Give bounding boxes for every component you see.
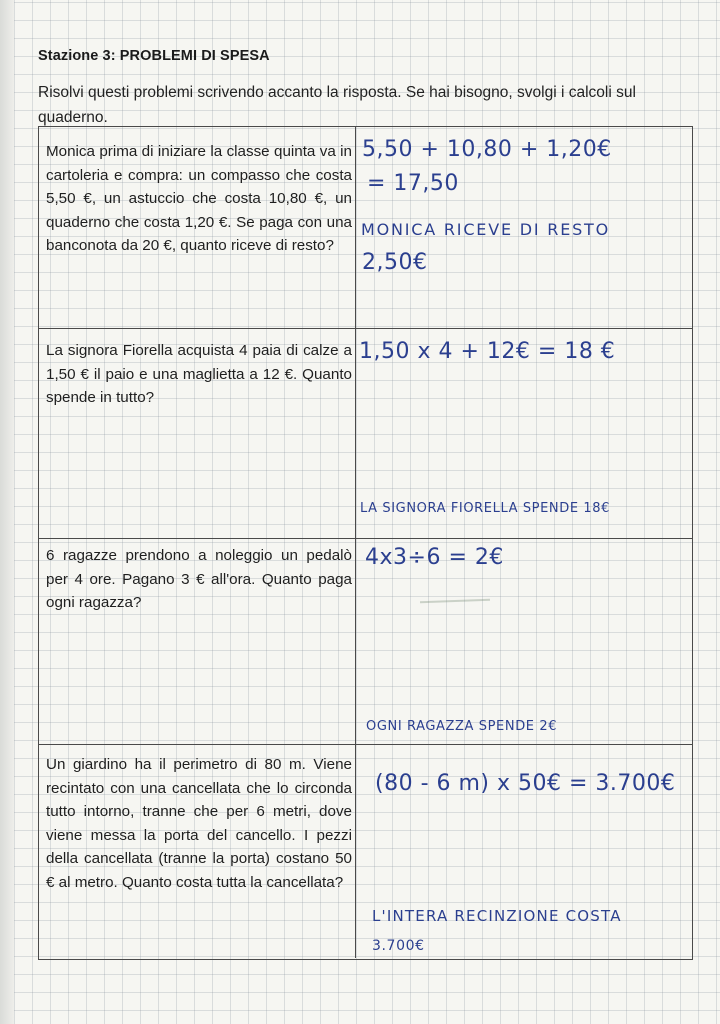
problem-text-2: La signora Fiorella acquista 4 paia di calze a 1,50 € il paio e una maglietta a 12 €. Quanto spende in tutto? bbox=[46, 342, 352, 406]
column-divider bbox=[355, 539, 356, 744]
answer-sentence-2: LA SIGNORA FIORELLA SPENDE 18€ bbox=[360, 501, 611, 516]
answer-calc-1: 5,50 + 10,80 + 1,20€ bbox=[362, 137, 612, 162]
problem-text-4: Un giardino ha il perimetro di 80 m. Viene recintato con una cancellata che lo circonda tutto intorno, tranne che per 6 metri, dove viene messa la porta del cancello. I pezzi della cancellata (tranne la porta) costano 50 € al metro. Quanto costa tutta la cancellata? bbox=[46, 756, 352, 891]
answer-sentence-4: L'INTERA RECINZIONE COSTA bbox=[372, 907, 622, 925]
answer-value-4: 3.700€ bbox=[372, 938, 425, 954]
problem-text-1: Monica prima di iniziare la classe quinta va in cartoleria e compra: un compasso che costa 5,50 €, un astuccio che costa 10,80 €, un quaderno che costa 1,20 €. Se paga con una banconota da 20 €, quanto riceve di resto? bbox=[46, 143, 352, 254]
answer-calc-3: 4x3÷6 = 2€ bbox=[365, 545, 504, 570]
problem-row-2 bbox=[39, 328, 692, 538]
problems-table bbox=[38, 126, 693, 960]
problem-text-3: 6 ragazze prendono a noleggio un pedalò per 4 ore. Pagano 3 € all'ora. Quanto paga ogni ragazza? bbox=[46, 547, 352, 611]
column-divider bbox=[355, 329, 356, 538]
page-binding-edge bbox=[0, 0, 14, 1024]
problem-row-3 bbox=[39, 538, 692, 744]
page-title: Stazione 3: PROBLEMI DI SPESA bbox=[38, 48, 270, 64]
answer-calc-4: (80 - 6 m) x 50€ = 3.700€ bbox=[375, 771, 676, 796]
problem-row-4 bbox=[39, 744, 692, 958]
problem-row-1 bbox=[39, 127, 692, 328]
answer-calc-1-result: = 17,50 bbox=[367, 171, 459, 196]
answer-value-1: 2,50€ bbox=[362, 250, 428, 275]
answer-sentence-1: MONICA RICEVE DI RESTO bbox=[361, 220, 611, 239]
column-divider bbox=[355, 745, 356, 958]
answer-calc-2: 1,50 x 4 + 12€ = 18 € bbox=[359, 339, 616, 364]
column-divider bbox=[355, 127, 356, 328]
answer-sentence-3: OGNI RAGAZZA SPENDE 2€ bbox=[366, 719, 558, 734]
instructions-text: Risolvi questi problemi scrivendo accanto la risposta. Se hai bisogno, svolgi i calcoli sul quaderno. bbox=[38, 84, 636, 126]
